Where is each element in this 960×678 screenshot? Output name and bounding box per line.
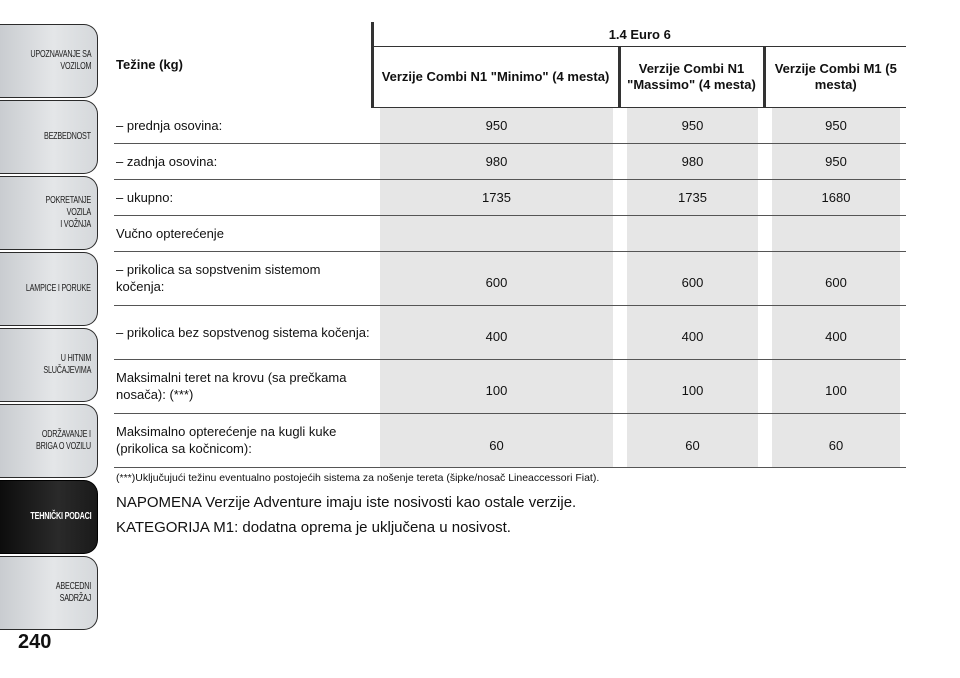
table-row <box>114 413 906 467</box>
cell-value: 950 <box>772 108 900 143</box>
cell-value: 980 <box>380 144 613 179</box>
cell-value <box>772 216 900 251</box>
table-row <box>114 179 906 215</box>
version-header-minimo: Verzije Combi N1 "Minimo" (4 mesta) <box>372 47 619 108</box>
cell-value: 950 <box>380 108 613 143</box>
cell-value: 600 <box>772 252 900 305</box>
table-row <box>114 251 906 305</box>
cell-value: 950 <box>772 144 900 179</box>
row-label: Maksimalno opterećenje na kugli kuke (prikolica sa kočnicom): <box>114 413 372 467</box>
main-content <box>114 22 906 536</box>
cell-value: 950 <box>627 108 758 143</box>
cell-value: 980 <box>627 144 758 179</box>
version-header-massimo: Verzije Combi N1 "Massimo" (4 mesta) <box>619 47 764 108</box>
table-row <box>114 305 906 359</box>
row-label: Maksimalni teret na krovu (sa prečkama nosača): (***) <box>114 359 372 413</box>
row-label: – ukupno: <box>114 179 372 215</box>
tab-label-line2: SLUČAJEVIMA <box>43 365 91 376</box>
cell-value <box>380 216 613 251</box>
tab-odrzavanje-i-briga[interactable] <box>0 404 98 478</box>
note-adventure: NAPOMENA Verzije Adventure imaju iste nosivosti kao ostale verzije. <box>116 493 577 511</box>
tab-label-line1: UPOZNAVANJE SA <box>30 49 92 60</box>
version-header-m1: Verzije Combi M1 (5 mesta) <box>764 47 906 108</box>
cell-value: 100 <box>380 360 613 413</box>
row-label: – prikolica sa sopstvenim sistemom kočenja: <box>114 251 372 305</box>
row-label: Vučno opterećenje <box>114 215 372 251</box>
table-row <box>114 359 906 413</box>
tab-label-line1: U HITNIM <box>60 353 91 364</box>
tab-abecedni-sadrzaj[interactable] <box>0 556 98 630</box>
cell-value: 60 <box>380 414 613 467</box>
table-row <box>114 108 906 144</box>
tab-tehnicki-podaci[interactable] <box>0 480 98 554</box>
tab-label-line1: ABECEDNI SADRŽAJ <box>55 581 91 604</box>
cell-value: 400 <box>380 306 613 359</box>
weights-table <box>114 22 906 468</box>
cell-value: 600 <box>627 252 758 305</box>
cell-value: 1735 <box>627 180 758 215</box>
row-label: – prikolica bez sopstvenog sistema kočenja: <box>114 305 372 359</box>
tab-label-line2: BRIGA O VOZILU <box>36 441 91 452</box>
page-number: 240 <box>18 631 52 653</box>
table-row <box>114 143 906 179</box>
cell-value: 400 <box>627 306 758 359</box>
cell-value: 100 <box>627 360 758 413</box>
tab-bezbednost[interactable] <box>0 100 98 174</box>
footnote: (***)Uključujući težinu eventualno postojećih sistema za nošenje tereta (šipke/nosač Lineaccessori Fiat). <box>116 471 600 484</box>
cell-value: 1735 <box>380 180 613 215</box>
cell-value: 600 <box>380 252 613 305</box>
tab-label-line1: POKRETANJE VOZILA <box>45 195 91 218</box>
engine-header: 1.4 Euro 6 <box>372 22 906 47</box>
cell-value: 100 <box>772 360 900 413</box>
tab-upoznavanje-sa-vozilom[interactable] <box>0 24 98 98</box>
cell-value: 60 <box>772 414 900 467</box>
tab-label-line1: LAMPICE I PORUKE <box>26 283 91 294</box>
row-label: – zadnja osovina: <box>114 143 372 179</box>
weights-header: Težine (kg) <box>116 57 183 73</box>
row-label: – prednja osovina: <box>114 108 372 144</box>
tab-u-hitnim-slucajevima[interactable] <box>0 328 98 402</box>
tab-label-line1: ODRŽAVANJE I <box>42 429 91 440</box>
table-row <box>114 215 906 251</box>
tab-pokretanje-vozila[interactable] <box>0 176 98 250</box>
cell-value: 60 <box>627 414 758 467</box>
tab-lampice-i-poruke[interactable] <box>0 252 98 326</box>
cell-value: 1680 <box>772 180 900 215</box>
tab-label-line2: VOZILOM <box>60 61 91 72</box>
tab-label-line2: I VOŽNJA <box>60 219 91 230</box>
cell-value <box>627 216 758 251</box>
tab-label-line1: BEZBEDNOST <box>44 131 91 142</box>
note-category-m1: KATEGORIJA M1: dodatna oprema je uključena u nosivost. <box>116 518 511 536</box>
cell-value: 400 <box>772 306 900 359</box>
tab-label-line1: TEHNIČKI PODACI <box>30 511 91 522</box>
